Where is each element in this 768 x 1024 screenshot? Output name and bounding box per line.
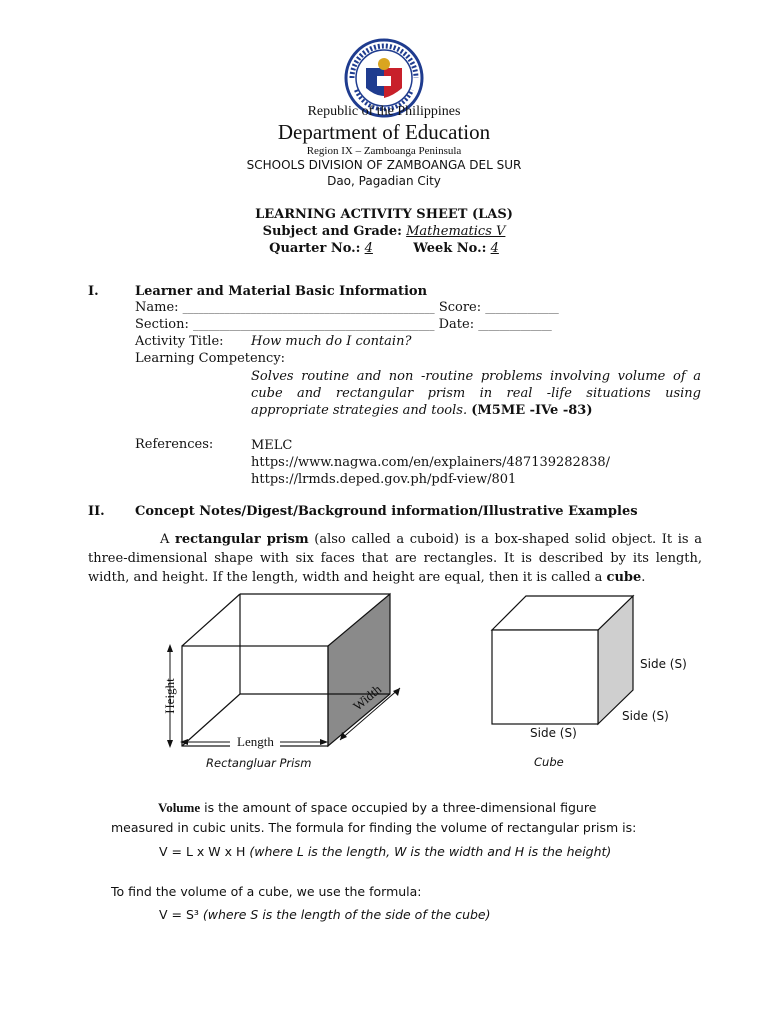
volume-paragraph <box>111 796 702 819</box>
term-cube: cube <box>606 570 642 585</box>
p1-body: (also called a cuboid) is a box-shaped solid object. It is a three-dimensional shape with six faces that are rectangles. It is described by its length, width, and height. If the length, width and height are equal, then it is called a <box>88 532 702 585</box>
section2-heading: Concept Notes/Digest/Background information/Illustrative Examples <box>135 504 638 519</box>
references-list <box>251 437 610 488</box>
name-row <box>135 300 559 315</box>
reference-link[interactable]: https://www.nagwa.com/en/explainers/487139282838/ <box>251 455 611 470</box>
prism-front-face <box>182 646 328 746</box>
region-line: Region IX – Zamboanga Peninsula <box>306 145 462 157</box>
competency-code: (M5ME -IVe -83) <box>471 403 593 418</box>
quarter-value: 4 <box>364 241 373 256</box>
formula-cube-line <box>159 907 491 922</box>
p1-end: . <box>641 570 646 585</box>
score-label: Score: <box>438 300 482 315</box>
competency-description: Solves routine and non -routine problems involving volume of a cube and rectangular prism in real -life situations using appropriate strategies and tools. <box>251 369 701 418</box>
week-label: Week No.: <box>413 241 487 256</box>
reference-link[interactable]: https://lrmds.deped.gov.ph/pdf-view/801 <box>251 472 517 487</box>
section-label: Section: <box>135 317 189 332</box>
section2-numeral: II. <box>88 504 105 519</box>
references-label: References: <box>135 437 214 452</box>
city-line: Dao, Pagadian City <box>327 174 441 188</box>
subject-grade-line <box>0 224 768 239</box>
prism-caption: Rectangluar Prism <box>206 756 312 770</box>
formula-prism: V = L x W x H <box>159 844 246 859</box>
division-line: SCHOOLS DIVISION OF ZAMBOANGA DEL SUR <box>246 158 522 172</box>
activity-title-value: How much do I contain? <box>251 334 412 349</box>
reference-item: MELC <box>251 438 293 453</box>
competency-text <box>251 368 701 419</box>
width-label: Width <box>350 681 385 714</box>
subject-value: Mathematics V <box>406 224 506 239</box>
date-field[interactable]: ______________ <box>478 319 552 331</box>
cube-side-label-right: Side (S) <box>640 657 687 671</box>
cube-formula-intro: To find the volume of a cube, we use the formula: <box>111 884 422 899</box>
section-row <box>135 317 552 332</box>
volume-line2: measured in cubic units. The formula for finding the volume of rectangular prism is: <box>111 820 637 835</box>
cube-side-label-bottom: Side (S) <box>530 726 577 740</box>
quarter-week-line <box>0 241 768 256</box>
formula-prism-note: (where L is the length, W is the width and H is the height) <box>249 844 612 859</box>
term-rectangular-prism: rectangular prism <box>175 532 309 547</box>
republic-line: Republic of the Philippines <box>307 104 461 119</box>
formula-prism-line <box>159 844 611 859</box>
formula-cube: V = S³ <box>159 907 199 922</box>
activity-title-label: Activity Title: <box>135 334 224 349</box>
concept-paragraph <box>88 530 702 587</box>
quarter-label: Quarter No.: <box>269 241 361 256</box>
subject-label: Subject and Grade: <box>262 224 402 239</box>
score-field[interactable]: ______________ <box>485 302 559 314</box>
week-value: 4 <box>490 241 499 256</box>
competency-label: Learning Competency: <box>135 351 286 366</box>
section1-numeral: I. <box>88 284 99 299</box>
section1-heading: Learner and Material Basic Information <box>135 284 428 299</box>
length-label: Length <box>237 734 274 749</box>
cube-figure <box>488 590 638 730</box>
cube-side-label-depth: Side (S) <box>622 709 669 723</box>
cube-front-face <box>492 630 598 724</box>
cube-caption: Cube <box>534 755 564 769</box>
volume-text: is the amount of space occupied by a three-dimensional figure <box>200 800 597 815</box>
las-title: LEARNING ACTIVITY SHEET (LAS) <box>255 207 513 222</box>
term-volume: Volume <box>158 800 201 815</box>
formula-cube-note: (where S is the length of the side of the cube) <box>202 907 491 922</box>
section-field[interactable]: ______________________________________________ <box>192 319 435 331</box>
name-label: Name: <box>135 300 179 315</box>
name-field[interactable]: ________________________________________________ <box>182 302 435 314</box>
p1-start: A <box>160 532 176 547</box>
height-label: Height <box>162 678 177 714</box>
department-title: Department of Education <box>277 120 491 144</box>
rectangular-prism-figure <box>150 588 410 758</box>
date-label: Date: <box>438 317 475 332</box>
